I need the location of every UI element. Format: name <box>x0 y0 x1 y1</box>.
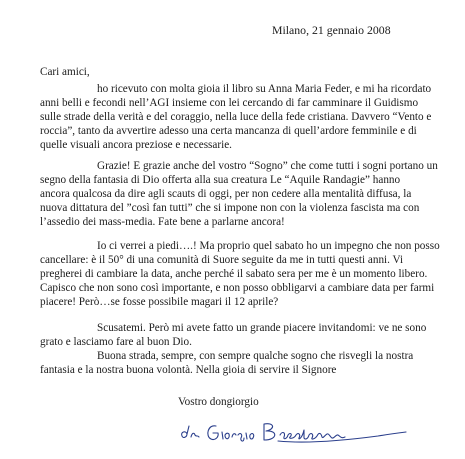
paragraph-5-line: fantasia e la nostra buona volontà. Nella gioia di servire il Signore <box>40 364 337 376</box>
paragraph-1-line: sulle strade della verità e del coraggio, nella luce della fede cristiana. Davvero “Vento e <box>40 111 432 123</box>
paragraph-1-line: ho ricevuto con molta gioia il libro su Anna Maria Feder, e mi ha ricordato <box>97 83 432 95</box>
handwritten-signature <box>178 418 418 444</box>
salutation: Cari amici, <box>40 66 90 78</box>
paragraph-3-line: piacere! Però…se fosse possibile magari il 12 aprile? <box>40 296 279 308</box>
paragraph-1-line: roccia”, tanto da avvertire adesso una certa mancanza di quell’ardore femminile e di <box>40 125 417 137</box>
paragraph-2-line: nuova dittatura del ”così fan tutti” che si impone non con la violenza fascista ma con <box>40 202 420 214</box>
closing: Vostro dongiorgio <box>178 396 259 408</box>
paragraph-3-line: pregherei di cambiare la data, anche perché il sabato sera per me è un momento libero. <box>40 268 428 280</box>
paragraph-3-line: Capisco che non sono così importante, e non posso obbligarvi a cambiare data per farmi <box>40 282 435 294</box>
paragraph-4-line: Scusatemi. Però mi avete fatto un grande piacere invitandomi: ve ne sono <box>97 322 427 334</box>
paragraph-5-line: Buona strada, sempre, con sempre qualche sogno che risvegli la nostra <box>97 350 414 362</box>
paragraph-3-line: cancellare: è il 50° di una comunità di Suore seguite da me in tutti questi anni. Vi <box>40 254 404 266</box>
paragraph-1-line: anni belli e fecondi nell’AGI insieme con lei cercando di far camminare il Guidismo <box>40 97 419 109</box>
paragraph-2-line: Grazie! E grazie anche del vostro “Sogno” che come tutti i sogni portano un <box>97 160 438 172</box>
paragraph-3-line: Io ci verrei a piedi….! Ma proprio quel sabato ho un impegno che non posso <box>97 240 440 252</box>
paragraph-2-line: ancora qualcosa da dire agli scauts di oggi, per non cedere alla mentalità diffusa, la <box>40 188 412 200</box>
paragraph-2-line: l’assedio dei mass-media. Fate bene a parlarne ancora! <box>40 216 285 228</box>
letter-date: Milano, 21 gennaio 2008 <box>272 23 391 37</box>
paragraph-4-line: grato e lasciamo fare al buon Dio. <box>40 336 192 348</box>
paragraph-1-line: quelle visuali ancora preziose e necessarie. <box>40 139 232 151</box>
paragraph-2-line: segno della fantasia di Dio offerta alla sua creatura Le “Aquile Randagie” hanno <box>40 174 401 186</box>
